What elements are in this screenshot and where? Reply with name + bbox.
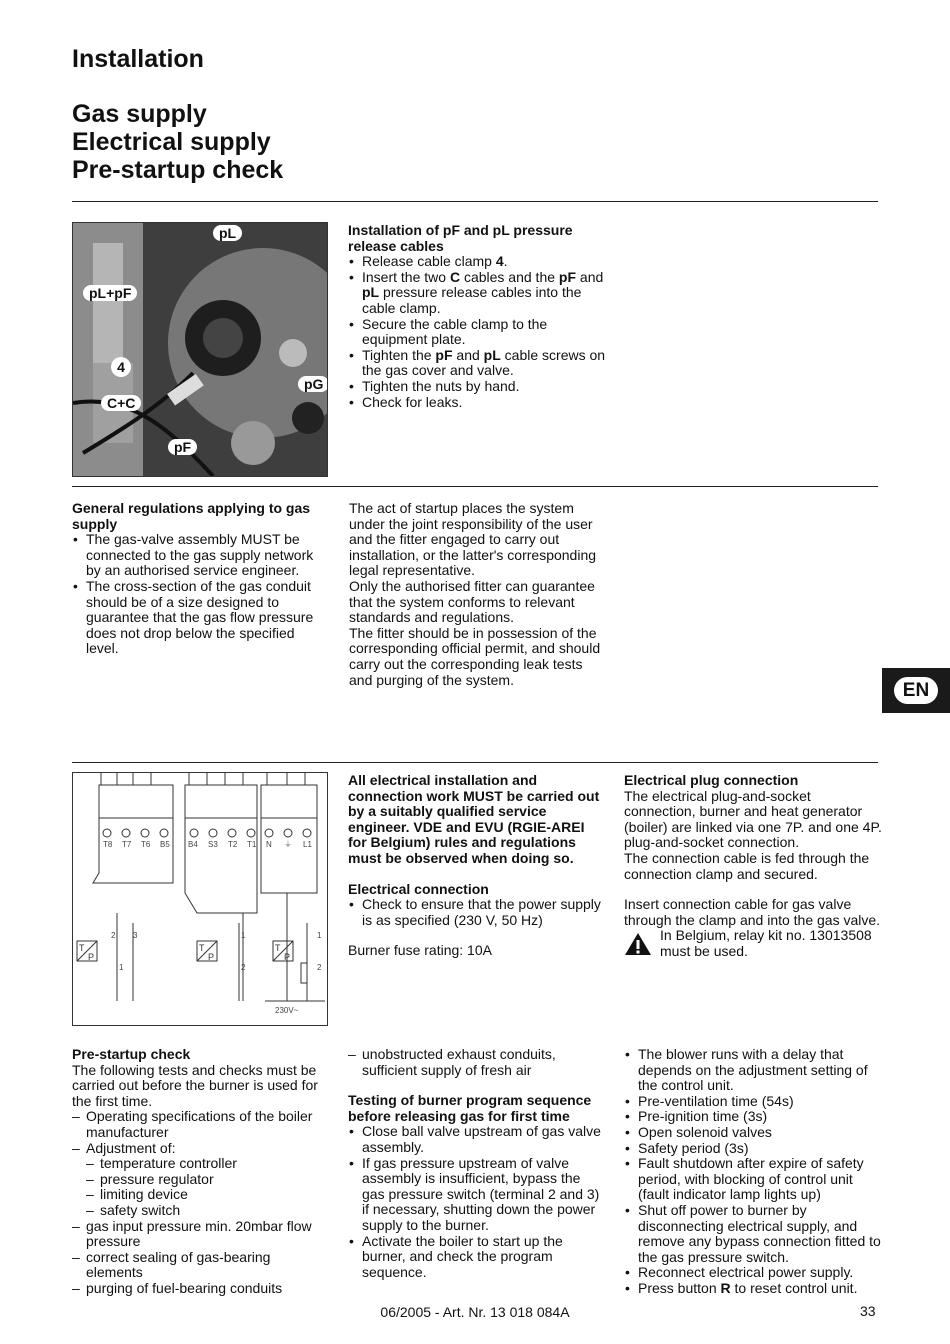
tp-label: T <box>275 943 281 953</box>
list-item: • Tighten the pF and pL cable screws on the gas cover and valve. <box>348 348 608 379</box>
list-item: • Reconnect electrical power supply. <box>624 1265 882 1281</box>
sub-item: – temperature controller <box>72 1156 328 1172</box>
list-item: • The blower runs with a delay that depends on the adjustment setting of the control unit. <box>624 1047 882 1094</box>
wire-label: 3 <box>133 931 138 940</box>
footer-text: 06/2005 - Art. Nr. 13 018 084A <box>380 1304 570 1320</box>
list-item: • The gas-valve assembly MUST be connected to the gas supply network by an authorised service engineer. <box>72 532 328 579</box>
sub-item: – safety switch <box>72 1203 328 1219</box>
label-pg: pG <box>298 376 328 392</box>
terminal-label: B5 <box>160 840 170 849</box>
paragraph: The electrical plug-and-socket connection, burner and heat generator (boiler) are linked via one 7P. and one 4P. plug-and-socket connection. <box>624 787 882 851</box>
startup-responsibility <box>349 501 607 688</box>
language-tab <box>882 668 950 713</box>
terminal-label: T2 <box>228 840 238 849</box>
terminal-label: N <box>266 840 272 849</box>
list-item: • Open solenoid valves <box>624 1125 882 1141</box>
sequence-section <box>624 1047 882 1297</box>
list-item: • Check for leaks. <box>348 395 608 411</box>
label-pl-pf: pL+pF <box>83 285 137 301</box>
wire-label: 2 <box>317 963 322 972</box>
terminal-label: L1 <box>303 840 312 849</box>
page-subtitle <box>72 100 283 184</box>
tp-label: T <box>199 943 205 953</box>
subtitle-line: Gas supply <box>72 100 207 128</box>
paragraph: The connection cable is fed through the connection clamp and secured. <box>624 849 870 882</box>
list-item: • Insert the two C cables and the pF and pL pressure release cables into the cable clamp. <box>348 270 608 317</box>
list-item: • Close ball valve upstream of gas valve assembly. <box>348 1124 606 1155</box>
electrical-connection-heading: Electrical connection <box>348 880 489 897</box>
electrical-warning: All electrical installation and connection work MUST be carried out by a suitably qualified service engineer. VDE and EVU (RGIE-AREI for Belgium) rules and regulations must be observed when doing so. <box>348 772 600 866</box>
list-item: – Operating specifications of the boiler manufacturer <box>72 1109 328 1140</box>
paragraph: The following tests and checks must be carried out before the burner is used for the first time. <box>72 1061 318 1109</box>
divider <box>72 486 878 487</box>
terminal-label: T7 <box>122 840 132 849</box>
label-c-c: C+C <box>101 395 141 411</box>
wire-label: 2 <box>111 931 116 940</box>
terminal-label: T6 <box>141 840 151 849</box>
prestartup-section <box>72 1047 328 1297</box>
warning-icon <box>624 932 652 956</box>
list-item: • Secure the cable clamp to the equipment plate. <box>348 317 608 348</box>
paragraph: Insert connection cable for gas valve through the clamp and into the gas valve. <box>624 896 881 928</box>
tp-label: T <box>79 943 85 953</box>
terminal-label: B4 <box>188 840 198 849</box>
list-item: • Activate the boiler to start up the burner, and check the program sequence. <box>348 1234 606 1281</box>
wire-label: 1 <box>241 931 246 940</box>
wire-label: 2 <box>241 963 246 972</box>
list-item: • If gas pressure upstream of valve assembly is insufficient, bypass the gas pressure switch (terminal 2 and 3) if necessary, shutting down the power supply to the burner. <box>348 1156 606 1234</box>
paragraph: The act of startup places the system under the joint responsibility of the user and the fitter engaged to carry out installation, or the latter's corresponding legal representative. <box>349 500 597 579</box>
tp-label: P <box>284 952 291 962</box>
list-item: • Shut off power to burner by disconnecting electrical supply, and remove any bypass connection fitted to the gas pressure switch. <box>624 1203 882 1265</box>
label-pf: pF <box>168 439 197 455</box>
belgium-text: In Belgium, relay kit no. 13013508 must be used. <box>660 927 872 959</box>
sub-item: – pressure regulator <box>72 1172 328 1188</box>
installation-photo <box>72 222 328 477</box>
list-item: • Check to ensure that the power supply is as specified (230 V, 50 Hz) <box>348 897 606 928</box>
tp-label: P <box>88 952 95 962</box>
list-item: – Adjustment of: <box>72 1141 328 1157</box>
language-label: EN <box>894 677 938 704</box>
list-item: – gas input pressure min. 20mbar flow pressure <box>72 1219 328 1250</box>
list-item: – unobstructed exhaust conduits, sufficient supply of fresh air <box>348 1047 606 1078</box>
divider <box>72 762 878 763</box>
list-item: • Safety period (3s) <box>624 1141 882 1157</box>
testing-heading: Testing of burner program sequence before releasing gas for first time <box>348 1092 592 1124</box>
label-clamp-4: 4 <box>111 357 131 377</box>
voltage-label: 230V~ <box>275 1006 299 1015</box>
subtitle-line: Electrical supply <box>72 128 271 156</box>
paragraph: Only the authorised fitter can guarantee that the system conforms to relevant standards and regulations. <box>349 577 595 626</box>
gas-regs-section <box>72 501 328 657</box>
list-item: • The cross-section of the gas conduit should be of a size designed to guarantee that the gas flow pressure does not drop below the specified level. <box>72 579 328 657</box>
list-item: • Release cable clamp 4. <box>348 254 608 270</box>
list-item: • Tighten the nuts by hand. <box>348 379 608 395</box>
paragraph: The fitter should be in possession of the corresponding official permit, and should carry out the corresponding leak tests and purging of the system. <box>349 624 601 688</box>
page-number: 33 <box>860 1303 876 1319</box>
terminal-label: ⏚ <box>284 840 292 849</box>
belgium-note <box>624 928 882 959</box>
terminal-label: S3 <box>208 840 218 849</box>
prestartup-heading: Pre-startup check <box>72 1046 191 1062</box>
cables-heading: Installation of pF and pL pressure release cables <box>348 222 573 254</box>
wire-label: 1 <box>317 931 322 940</box>
divider <box>72 201 878 202</box>
cables-section <box>348 223 608 410</box>
list-item: – purging of fuel-bearing conduits <box>72 1281 328 1297</box>
list-item: • Pre-ventilation time (54s) <box>624 1094 882 1110</box>
plug-heading: Electrical plug connection <box>624 772 799 788</box>
testing-section <box>348 1047 606 1280</box>
page-title: Installation <box>72 45 204 73</box>
list-item: • Pre-ignition time (3s) <box>624 1109 882 1125</box>
list-item: • Press button R to reset control unit. <box>624 1281 882 1297</box>
electrical-section <box>348 773 606 959</box>
list-item: – correct sealing of gas-bearing elements <box>72 1250 328 1281</box>
fuse-rating: Burner fuse rating: 10A <box>348 942 492 959</box>
terminal-label: T8 <box>103 840 113 849</box>
wire-label: 1 <box>119 963 124 972</box>
tp-label: P <box>208 952 215 962</box>
sub-item: – limiting device <box>72 1187 328 1203</box>
list-item: • Fault shutdown after expire of safety period, with blocking of control unit (fault indicator lamp lights up) <box>624 1156 882 1203</box>
plug-section <box>624 773 882 960</box>
gas-regs-heading: General regulations applying to gas supply <box>72 500 311 532</box>
label-pl: pL <box>213 225 242 241</box>
wiring-diagram <box>72 772 328 1026</box>
terminal-label: T1 <box>247 840 257 849</box>
subtitle-line: Pre-startup check <box>72 156 284 184</box>
